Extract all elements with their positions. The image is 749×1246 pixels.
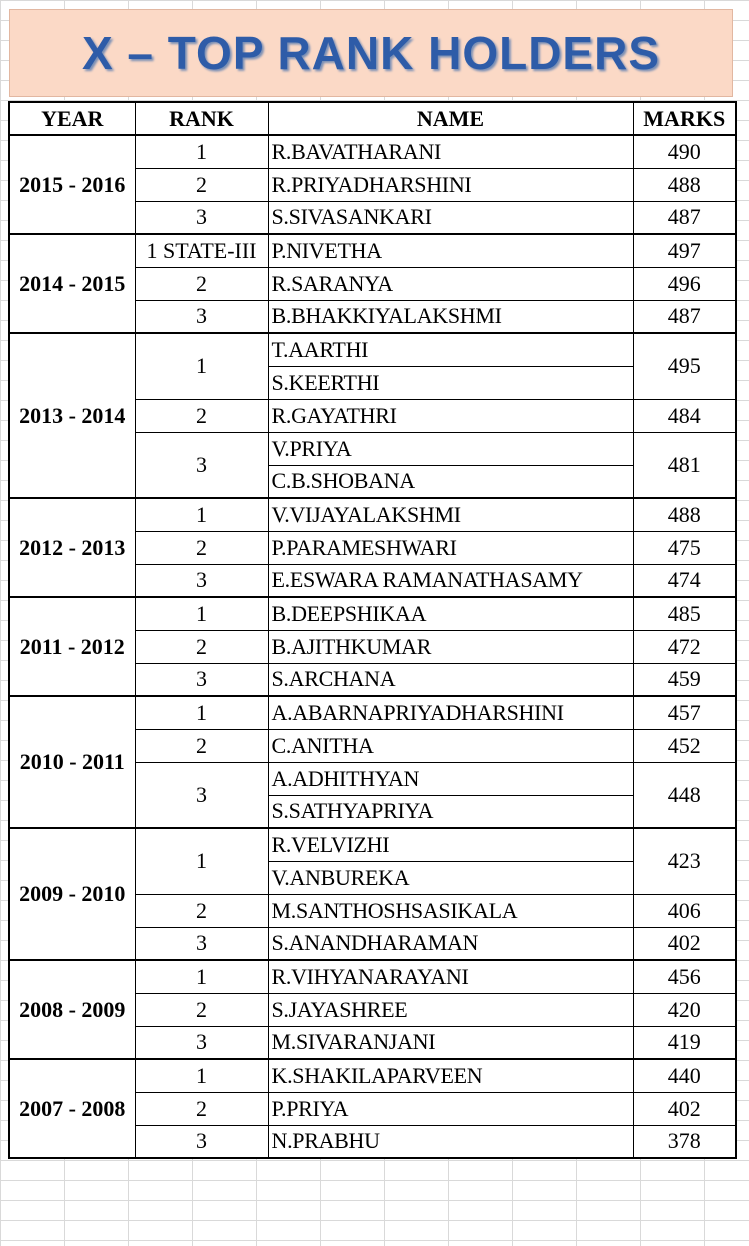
header-rank: RANK (135, 102, 268, 135)
year-cell: 2014 - 2015 (9, 234, 135, 333)
year-cell: 2007 - 2008 (9, 1059, 135, 1158)
name-cell: A.ADHITHYAN (268, 762, 633, 795)
marks-cell: 448 (633, 762, 736, 828)
marks-cell: 487 (633, 300, 736, 333)
year-cell: 2013 - 2014 (9, 333, 135, 498)
name-cell: P.PARAMESHWARI (268, 531, 633, 564)
name-cell: P.PRIYA (268, 1092, 633, 1125)
table-row (9, 597, 736, 630)
marks-cell: 497 (633, 234, 736, 267)
rank-cell: 1 (135, 828, 268, 894)
rank-cell: 3 (135, 432, 268, 498)
marks-cell: 423 (633, 828, 736, 894)
table-row (9, 828, 736, 861)
header-year: YEAR (9, 102, 135, 135)
marks-cell: 488 (633, 168, 736, 201)
name-cell: B.AJITHKUMAR (268, 630, 633, 663)
rank-cell: 2 (135, 630, 268, 663)
rank-cell: 3 (135, 1125, 268, 1158)
marks-cell: 402 (633, 1092, 736, 1125)
marks-cell: 419 (633, 1026, 736, 1059)
marks-cell: 484 (633, 399, 736, 432)
marks-cell: 485 (633, 597, 736, 630)
rank-cell: 3 (135, 927, 268, 960)
year-cell: 2015 - 2016 (9, 135, 135, 234)
name-cell: V.ANBUREKA (268, 861, 633, 894)
name-cell: S.ANANDHARAMAN (268, 927, 633, 960)
year-cell: 2010 - 2011 (9, 696, 135, 828)
name-cell: R.PRIYADHARSHINI (268, 168, 633, 201)
rank-cell: 1 (135, 1059, 268, 1092)
header-row (9, 102, 736, 135)
name-cell: S.KEERTHI (268, 366, 633, 399)
rank-cell: 2 (135, 993, 268, 1026)
table-row (9, 333, 736, 366)
name-cell: R.SARANYA (268, 267, 633, 300)
name-cell: V.VIJAYALAKSHMI (268, 498, 633, 531)
rank-cell: 2 (135, 729, 268, 762)
rank-cell: 1 (135, 498, 268, 531)
rank-cell: 2 (135, 267, 268, 300)
name-cell: M.SANTHOSHSASIKALA (268, 894, 633, 927)
marks-cell: 481 (633, 432, 736, 498)
rank-cell: 1 STATE-III (135, 234, 268, 267)
name-cell: N.PRABHU (268, 1125, 633, 1158)
marks-cell: 456 (633, 960, 736, 993)
rank-cell: 2 (135, 894, 268, 927)
marks-cell: 475 (633, 531, 736, 564)
marks-cell: 440 (633, 1059, 736, 1092)
marks-cell: 495 (633, 333, 736, 399)
rank-cell: 3 (135, 762, 268, 828)
rank-cell: 1 (135, 135, 268, 168)
rank-cell: 2 (135, 1092, 268, 1125)
name-cell: S.ARCHANA (268, 663, 633, 696)
name-cell: P.NIVETHA (268, 234, 633, 267)
marks-cell: 452 (633, 729, 736, 762)
marks-cell: 488 (633, 498, 736, 531)
rank-cell: 3 (135, 564, 268, 597)
rank-holders-table (8, 101, 737, 1159)
marks-cell: 402 (633, 927, 736, 960)
marks-cell: 457 (633, 696, 736, 729)
rank-cell: 1 (135, 597, 268, 630)
rank-cell: 1 (135, 960, 268, 993)
marks-cell: 459 (633, 663, 736, 696)
marks-cell: 406 (633, 894, 736, 927)
table-row (9, 135, 736, 168)
year-cell: 2008 - 2009 (9, 960, 135, 1059)
rank-cell: 3 (135, 201, 268, 234)
name-cell: E.ESWARA RAMANATHASAMY (268, 564, 633, 597)
marks-cell: 472 (633, 630, 736, 663)
table-row (9, 696, 736, 729)
marks-cell: 378 (633, 1125, 736, 1158)
name-cell: C.ANITHA (268, 729, 633, 762)
name-cell: B.BHAKKIYALAKSHMI (268, 300, 633, 333)
name-cell: A.ABARNAPRIYADHARSHINI (268, 696, 633, 729)
table-row (9, 960, 736, 993)
marks-cell: 474 (633, 564, 736, 597)
name-cell: S.SATHYAPRIYA (268, 795, 633, 828)
title-banner (9, 9, 733, 97)
year-cell: 2011 - 2012 (9, 597, 135, 696)
rank-cell: 1 (135, 333, 268, 399)
table-row (9, 498, 736, 531)
rank-cell: 3 (135, 1026, 268, 1059)
page-title: X – TOP RANK HOLDERS (81, 27, 661, 79)
header-marks: MARKS (633, 102, 736, 135)
name-cell: R.VELVIZHI (268, 828, 633, 861)
marks-cell: 496 (633, 267, 736, 300)
name-cell: R.BAVATHARANI (268, 135, 633, 168)
table-row (9, 234, 736, 267)
rank-cell: 3 (135, 300, 268, 333)
table-body (9, 135, 736, 1158)
name-cell: M.SIVARANJANI (268, 1026, 633, 1059)
name-cell: S.SIVASANKARI (268, 201, 633, 234)
name-cell: S.JAYASHREE (268, 993, 633, 1026)
name-cell: T.AARTHI (268, 333, 633, 366)
name-cell: C.B.SHOBANA (268, 465, 633, 498)
name-cell: R.VIHYANARAYANI (268, 960, 633, 993)
rank-cell: 3 (135, 663, 268, 696)
rank-cell: 2 (135, 168, 268, 201)
name-cell: B.DEEPSHIKAA (268, 597, 633, 630)
marks-cell: 490 (633, 135, 736, 168)
year-cell: 2012 - 2013 (9, 498, 135, 597)
header-name: NAME (268, 102, 633, 135)
rank-cell: 2 (135, 399, 268, 432)
name-cell: R.GAYATHRI (268, 399, 633, 432)
rank-cell: 1 (135, 696, 268, 729)
marks-cell: 420 (633, 993, 736, 1026)
name-cell: K.SHAKILAPARVEEN (268, 1059, 633, 1092)
rank-cell: 2 (135, 531, 268, 564)
year-cell: 2009 - 2010 (9, 828, 135, 960)
table-row (9, 1059, 736, 1092)
marks-cell: 487 (633, 201, 736, 234)
name-cell: V.PRIYA (268, 432, 633, 465)
